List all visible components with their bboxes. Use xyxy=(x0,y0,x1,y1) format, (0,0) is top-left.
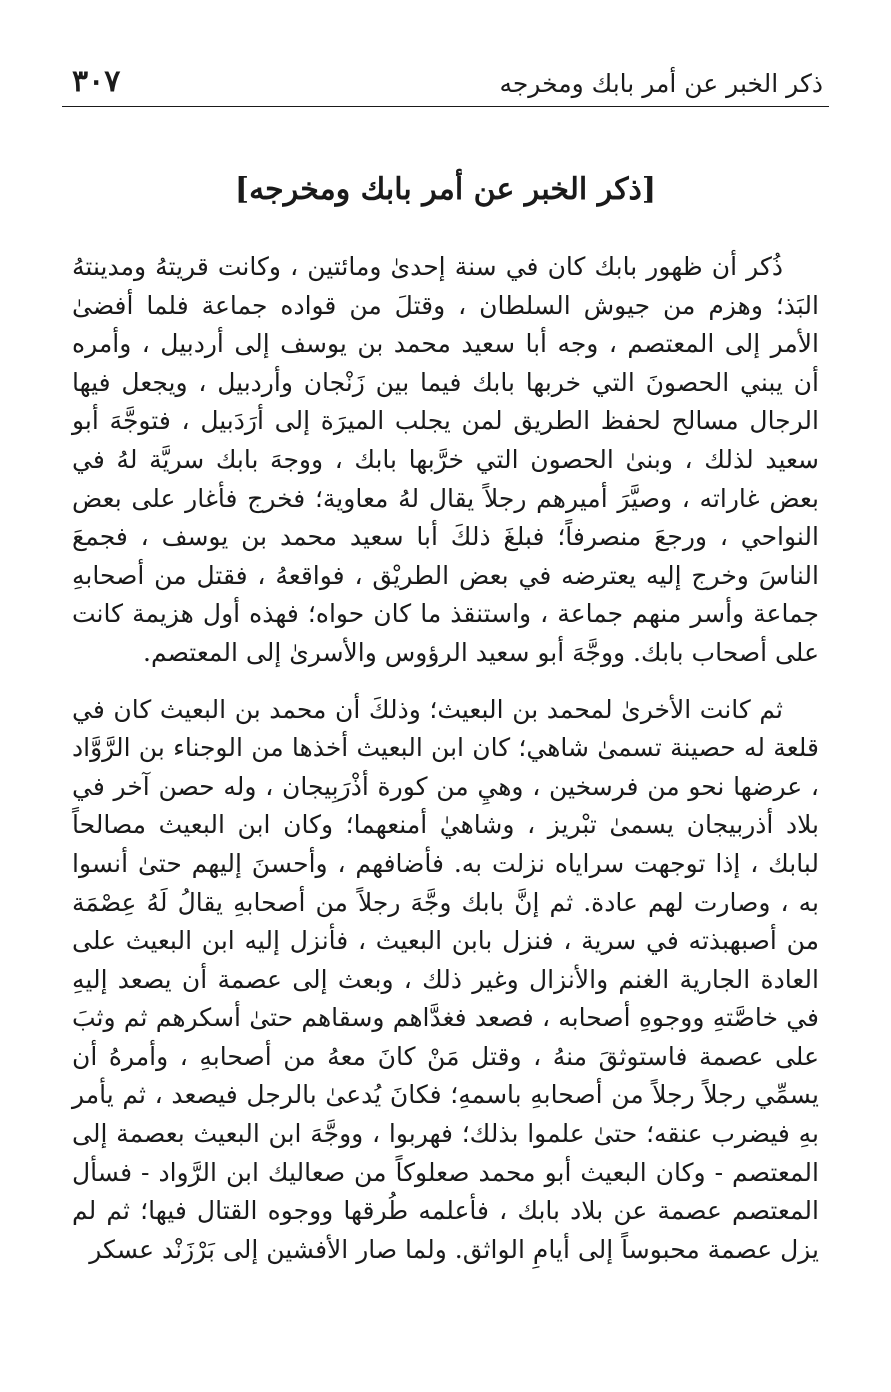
running-head xyxy=(62,58,829,108)
header-rule xyxy=(62,106,829,107)
running-title: ذكر الخبر عن أمر بابك ومخرجه xyxy=(499,69,823,98)
page-number: ٣٠٧ xyxy=(72,64,121,99)
body-text xyxy=(72,248,819,1269)
chapter-title: [ذكر الخبر عن أمر بابك ومخرجه] xyxy=(234,172,657,207)
paragraph-1: ذُكر أن ظهور بابك كان في سنة إحدىٰ ومائتين ، وكانت قريتهُ ومدينتهُ البَذ؛ وهزم من جيوش السلطان ، وقتلَ من قواده جماعة فلما أفضىٰ الأمر إلى المعتصم ، وجه أبا سعيد محمد بن يوسف إلى أردبيل ، وأمره أن يبني الحصونَ التي خربها بابك فيما بين زَنْجان وأردبيل ، ويجعل فيها الرجال مسالح لحفظ الطريق لمن يجلب الميرَة إلى أرَدَبيل ، فتوجَّهَ أبو سعيد لذلك ، وبنىٰ الحصون التي خرَّبها بابك ، ووجهَ بابك سريَّة لهُ في بعض غاراته ، وصيَّرَ أميرهم رجلاً يقال لهُ معاوية؛ فخرج فأغار على بعض النواحي ، ورجعَ منصرفاً؛ فبلغَ ذلكَ أبا سعيد محمد بن يوسف ، فجمعَ الناسَ وخرج إليه يعترضه في بعض الطريْق ، فواقعهُ ، فقتل من أصحابهِ جماعة وأسر منهم جماعة ، واستنقذ ما كان حواه؛ فهذه أول هزيمة كانت على أصحاب بابك. ووجَّهَ أبو سعيد الرؤوس والأسرىٰ إلى المعتصم. xyxy=(72,252,819,667)
paragraph-2: ثم كانت الأخرىٰ لمحمد بن البعيث؛ وذلكَ أن محمد بن البعيث كان في قلعة له حصينة تسمىٰ شاهي؛ كان ابن البعيث أخذها من الوجناء بن الرَّوَّاد ، عرضها نحو من فرسخين ، وهيِ من كورة أذْرَبِيجان ، وله حصن آخر في بلاد أذربيجان يسمىٰ تبْريز ، وشاهيٰ أمنعهما؛ وكان ابن البعيث مصالحاً لبابك ، إذا توجهت سراياه نزلت به. فأضافهم ، وأحسنَ إليهم حتىٰ أنسوا به ، وصارت لهم عادة. ثم إنَّ بابك وجَّهَ رجلاً من أصحابهِ يقالُ لَهُ عِصْمَة من أصبهبذته في سرية ، فنزل بابن البعيث ، فأنزل إليه ابن البعيث على العادة الجارية الغنم والأنزال وغير ذلك ، وبعث إلى عصمة أن يصعد إليهِ في خاصَّتهِ ووجوهِ أصحابه ، فصعد فغدَّاهم وسقاهم حتىٰ أسكرهم ثم وثبَ على عصمة فاستوثقَ منهُ ، وقتل مَنْ كانَ معهُ من أصحابهِ ، وأمرهُ أن يسمِّي رجلاً رجلاً من أصحابهِ باسمهِ؛ فكانَ يُدعىٰ بالرجل فيصعد ، ثم يأمر بهِ فيضرب عنقه؛ حتىٰ علموا بذلك؛ فهربوا ، ووجَّهَ ابن البعيث بعصمة إلى المعتصم - وكان البعيث أبو محمد صعلوكاً من صعاليك ابن الرَّواد - فسأل المعتصم عصمة عن بلاد بابك ، فأعلمه طُرقها ووجوه القتال فيها؛ ثم لم يزل عصمة محبوساً إلى أيامِ الواثق. ولما صار الأفشين إلى بَرْزَنْد عسكر xyxy=(72,694,819,1264)
